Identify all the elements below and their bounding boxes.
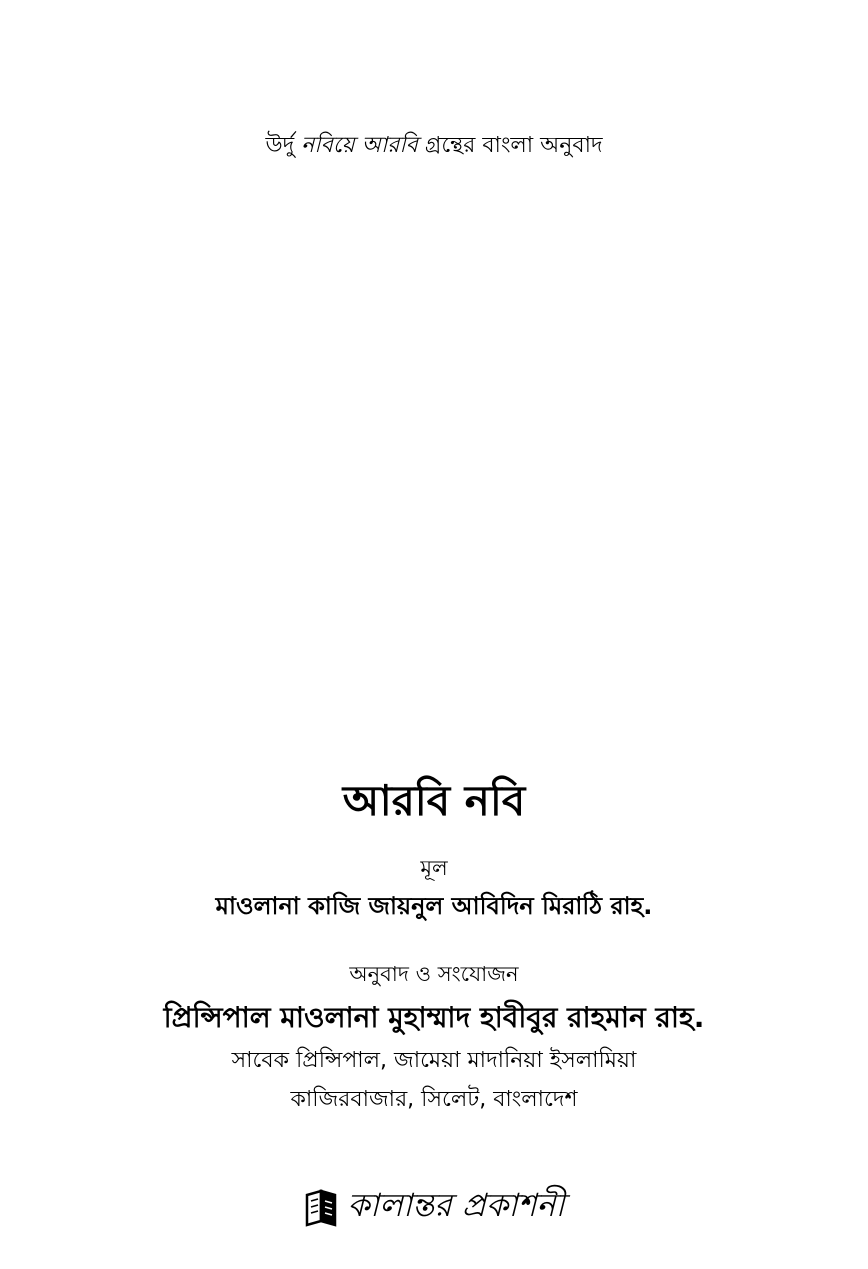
subtitle-prefix: উর্দু [265, 133, 302, 158]
subtitle [0, 128, 868, 165]
book-title: আরবি নবি [342, 776, 526, 825]
publisher-name: কালান্তর প্রকাশনী [347, 1186, 565, 1224]
translator-location: কাজিরবাজার, সিলেট, বাংলাদেশ [290, 1087, 578, 1112]
original-label: মূল [420, 856, 448, 880]
translator-former-position: সাবেক প্রিন্সিপাল, জামেয়া মাদানিয়া ইসলামিয়া [231, 1048, 637, 1073]
original-book-name: নবিয়ে আরবি [301, 133, 418, 158]
subtitle-suffix: গ্রন্থের বাংলা অনুবাদ [417, 133, 603, 158]
open-book-icon [303, 1187, 339, 1227]
original-author: মাওলানা কাজি জায়নুল আবিদিন মিরাঠি রাহ. [215, 892, 653, 920]
translation-label: অনুবাদ ও সংযোজন [349, 962, 519, 986]
translator-name: প্রিন্সিপাল মাওলানা মুহাম্মাদ হাবীবুর রাহমান রাহ. [163, 1001, 705, 1034]
publisher [0, 1180, 868, 1234]
